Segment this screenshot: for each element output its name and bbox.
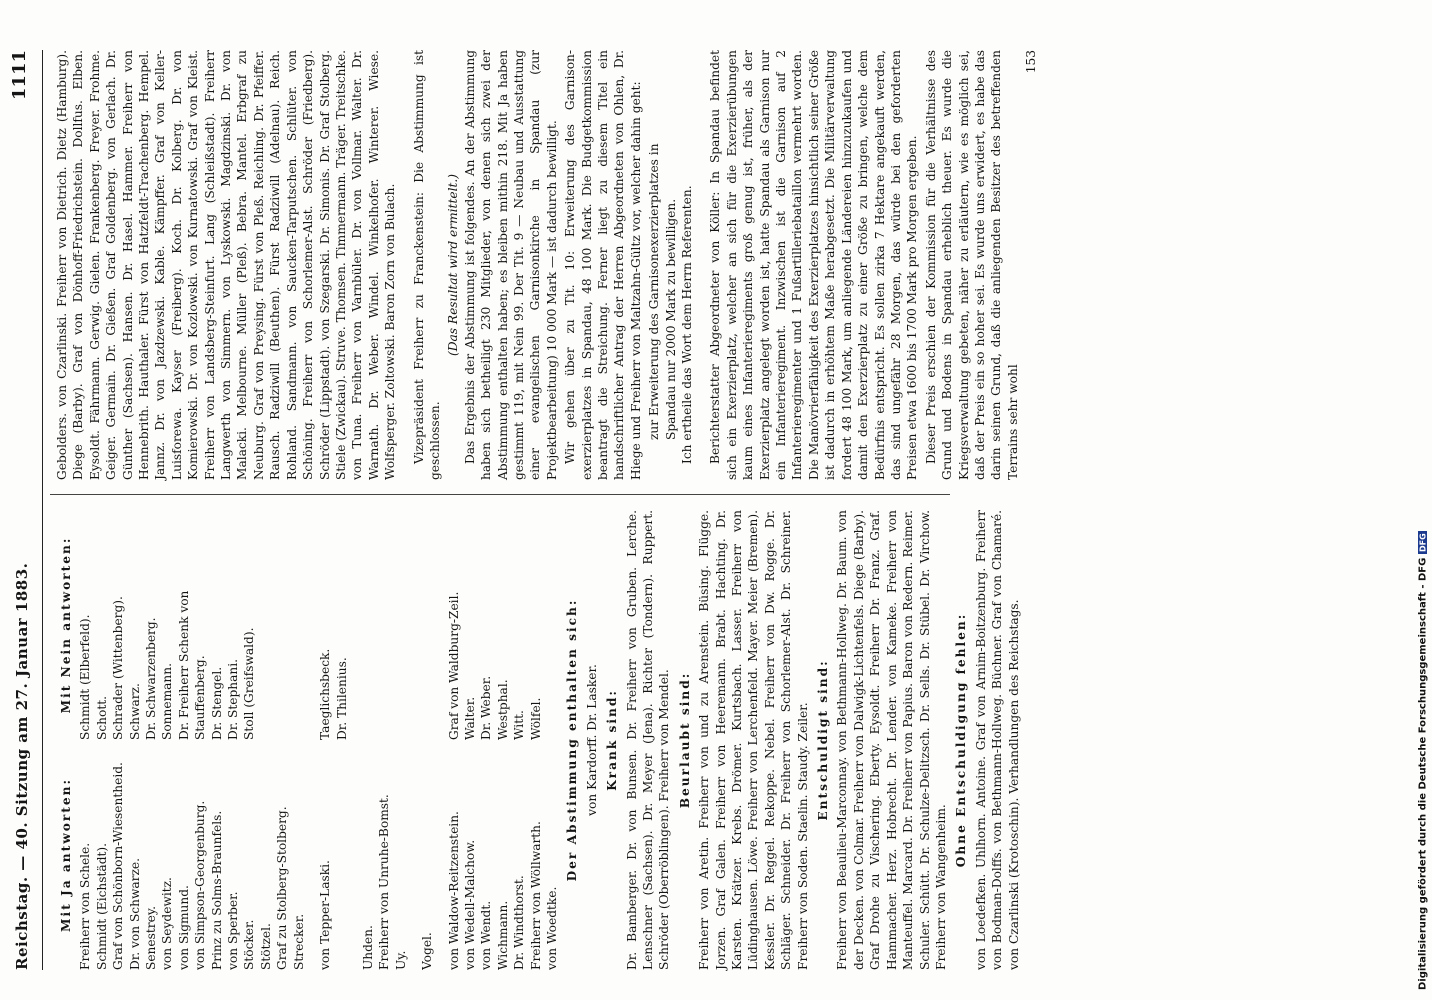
vote-row — [528, 510, 544, 970]
page-header — [10, 50, 43, 970]
sheet-number: 153 — [1024, 50, 1039, 74]
vote-row — [159, 510, 175, 970]
vote-row — [544, 510, 560, 970]
vote-row — [419, 510, 435, 970]
yes-name: von Wedell-Malchow. — [462, 839, 477, 970]
spacer — [436, 510, 446, 970]
column-divider — [50, 494, 950, 495]
no-name: Stoll (Greifswald). — [242, 627, 257, 740]
yes-name: Senestrey. — [144, 906, 159, 970]
leave-list: Freiherr von Aretin. Freiherr von und zu Arenstein. Büsing. Flügge. Jorzen. Graf Galen. Freiherr von Heeremann. Brabt. Hachting. Dr. Karsten. Krätzer. Krebs. Drömer. Kurtsbach. Lasser. Freiherr von Lüdinghausen. Löwe. Freiherr von Lerchenfeld. Mayer. Meier (Bremen). Kessler. Dr. Reggel. Rekoppe. Nebel. Freiherr von Dw. Rogge. Dr. Schläger. Schneider. Dr. Freiherr von Schorlemer-Alst. Dr. Schreiner. Freiherr von Soden. Staelin. Staudy. Zeiler. — [697, 510, 810, 970]
vote-row — [241, 510, 257, 970]
dfg-logo: DFG — [1418, 533, 1428, 552]
no-name — [291, 510, 307, 740]
no-name: Dr. Thilenius. — [334, 657, 349, 740]
motion-line-2: Spandau nur 2000 Mark zu bewilligen. — [663, 198, 678, 440]
no-name: Taeglichsbeck. — [318, 648, 333, 740]
vote-row — [77, 510, 93, 970]
no-name: Schmidt (Elberfeld). — [78, 614, 93, 740]
referent-line: Ich ertheile das Wort dem Herrn Referenten. — [680, 185, 695, 464]
vote-row — [274, 510, 290, 970]
vote-row — [143, 510, 159, 970]
no-name — [258, 510, 274, 740]
vote-row — [511, 510, 527, 970]
spacer — [409, 510, 419, 970]
yes-name: Graf von Schönborn-Wiesentheid. — [111, 762, 126, 970]
sick-heading: Krank sind: — [605, 689, 620, 791]
yes-name: Dr. von Schwarze. — [127, 857, 142, 970]
no-vote-names: Gebolders. von Czarlinski. Freiherr von Dietrich. Dietz (Hamburg). Diege (Barby). Graf von Dönhoff-Friedrichstein. Dollfus. Elben. Eysoldt. Fährmann. Gerwig. Gielen. Frankenberg. Freyer. Frohme. Geiger. Germain. Dr. Gießen. Graf Goldenberg. von Gerlach. Dr. Günther (Sachsen). Hansen. Dr. Hasel. Hammer. Freiherr von Hennebrith. Hauthaler. Fürst von Hatzfeldt-Trachenberg. Hempel. Jannz. Dr. von Jazdzewski. Kable. Kämpffer. Graf von Keller-Luisforewa. Kayser (Freiberg). Koch. Dr. Kolberg. Dr. von Komierowski. Dr. von Kozlowski. von Kurnatowski. Graf von Kleist. Freiherr von Landsberg-Steinfurt. Lang (Schleißstadt). Freiherr Langwerth von Simmern. von Lyskowski. Magdzinski. Dr. von Malacki. Melbourne. Müller (Pleß). Bebra. Mantel. Erbgraf zu Neuburg. Graf von Preysing. Fürst von Pleß. Reichling. Dr. Pfeiffer. Rausch. Radziwill (Beuthen). Fürst Radziwill (Adelnau). Reich. Rohland. Sandmann. von Saucken-Tarputschen. Schlüter. von Schöning. Freiherr von Schorlemer-Alst. Schröder (Friedberg). Schröder (Lippstadt). von Szegarski. Dr. Simonis. Dr. Graf Stolberg. Stiele (Zwickau). Struve. Thomsen. Timmermann. Träger. Treitschke. von Tuna. Freiherr von Varnbüler. Dr. von Vollmar. Walter. Dr. Warnath. Dr. Weber. Windel. Winkelhofer. Winterer. Wiese. Wolfsperger. Zoltowski. Baron Zorn von Bulach. — [55, 50, 398, 480]
header-page-number: 1111 — [9, 50, 30, 101]
yes-name: Dr. Windthorst. — [512, 875, 527, 970]
vote-row — [462, 510, 478, 970]
no-name: Dr. Freiherr Schenk von — [176, 590, 191, 740]
spacer — [307, 510, 317, 970]
no-name: Dr. Schwarzenberg. — [144, 617, 159, 740]
yes-name: Freiherr von Wöllwarth. — [528, 821, 543, 970]
motion-line-1: zur Erweiterung des Garnisonexerzierplatzes in — [647, 143, 662, 440]
no-name: Witt. — [512, 710, 527, 740]
vote-row — [291, 510, 307, 970]
yes-name: Vogel. — [420, 932, 435, 970]
result-pending-note: (Das Resultat wird ermittelt.) — [446, 174, 461, 357]
vote-row — [110, 510, 126, 970]
yes-name: Stöcker. — [242, 919, 257, 970]
no-excuse-list: von Loedefken. Uhlhorn. Antoine. Graf von Arnim-Boitzenburg. Freiherr von Bodman-Dolffs. von Bethmann-Hollweg. Büchner. Graf von Chamaré. von Czarlinski (Krotoschin). Verhandlungen des Reichstags. — [973, 510, 1021, 970]
title-10-paragraph: Wir gehen über zu Tit. 10: Erweiterung des Garnison-exerzierplatzes in Spandau, 48 100 Mark. Die Budgetkommission beantragt die Streichung. Ferner liegt zu diesem Titel ein handschriftlicher Antrag der Herren Abgeordneten von Ohlen, Dr. Hiege und Freiherr von Maltzahn-Gültz vor, welcher dahin geht: — [563, 50, 643, 480]
sick-list: Dr. Bamberger. Dr. von Bunsen. Dr. Freiherr von Gruben. Lerche. Lenschner (Sachsen). Dr. Meyer (Jena). Richter (Tondern). Ruppert. Schröder (Oberröblingen). Freiherr von Mendel. — [624, 510, 672, 970]
yes-name — [334, 740, 350, 970]
yes-name: von Simpson-Georgenburg. — [193, 800, 208, 970]
vice-president-statement: Vizepräsident Freiherr zu Franckenstein: Die Abstimmung ist geschlossen. — [411, 50, 442, 480]
vote-row — [495, 510, 511, 970]
yes-name: Prinz zu Solms-Braunfels. — [209, 810, 224, 970]
excused-list: Freiherr von Beaulieu-Marconnay. von Bethmann-Hollweg. Dr. Baum. von der Decken. von Colmar. Freiherr von Dalwigk-Lichtenfels. Diege (Barby). Graf Drohe zu Vischering. Eberty. Eysoldt. Freiherr Dr. Franz. Graf. Hammacher. Herz. Hobrecht. Dr. Lender. von Kameke. Freiherr von Manteuffel. Marcard. Dr. Freiherr von Papius. Baron von Redern. Reimer. Schuler. Schütt. Dr. Schulze-Delitzsch. Dr. Sells. Dr. Stübel. Dr. Virchow. Freiherr von Wangenheim. — [835, 510, 948, 970]
yes-name: von Wendt. — [479, 900, 494, 970]
yes-name: von Waldow-Reitzenstein. — [446, 811, 461, 970]
no-name — [419, 510, 435, 740]
header-title: Reichstag. — 40. Sitzung am 27. Januar 1883. — [13, 562, 31, 970]
no-name: Dr. Weber. — [479, 675, 494, 740]
yes-name: Schmidt (Eichstädt). — [94, 842, 109, 970]
spacer — [697, 50, 707, 480]
vote-row — [225, 510, 241, 970]
no-name: Wölfel. — [528, 697, 543, 740]
vote-row — [94, 510, 110, 970]
yes-name: von Woedtke. — [544, 886, 559, 970]
abstention-heading: Der Abstimmung enthalten sich: — [565, 598, 580, 882]
column-left — [54, 510, 1024, 970]
rotated-document-page — [10, 0, 1410, 1000]
abstention-names: von Kardorff. Dr. Lasker. — [584, 664, 599, 816]
reporter-paragraph: Berichterstatter Abgeordneter von Köller: In Spandau befindet sich ein Exerzierplatz, welcher an sich für die Exerzierübungen kaum eines Infanterieregiments groß genug ist, früher, als der Exerzierplatz angelegt worden ist, hatte Spandau als Garnison nur ein Infanterieregiment. Inzwischen ist die Garnison auf 2 Infanterieregimenter und 1 Fußartilleriebataillon vermehrt worden. Die Manövrierfähigkeit des Exerzierplatzes hinsichtlich seiner Größe ist dadurch in erhöhtem Maße herabgesetzt. Die Militärverwaltung fordert 48 100 Mark, um anliegende Ländereien hinzuzukaufen und damit den Exerzierplatz zu einer Größe zu bringen, welche dem Bedürfnis entspricht. Es sollen zirka 7 Hektare angekauft werden, das sind ungefähr 28 Morgen, das würde bei den geforderten Preisen etwa 1600 bis 1700 Mark pro Morgen ergeben. — [708, 50, 920, 480]
vote-row — [478, 510, 494, 970]
no-name: Dr. Stengel. — [209, 666, 224, 740]
no-name: Sonnemann. — [160, 663, 175, 740]
spacer — [401, 50, 411, 480]
no-name: Dr. Stephani. — [226, 658, 241, 740]
list-item: Freiherr von Unruhe-Bomst. — [377, 794, 392, 970]
no-name: Graf von Waldburg-Zeil. — [446, 591, 461, 740]
vote-row — [446, 510, 462, 970]
yes-name: Strecker. — [291, 913, 306, 970]
price-paragraph: Dieser Preis erschien der Kommission für die Verhältnisse des Grund und Bodens in Spandau erheblich theuer. Es wurde die Kriegsverwaltung gebeten, näher zu erläutern, wie es möglich sei, daß der Preis ein so hoher sei. Es wurde uns erwidert, es habe das darin seinen Grund, daß die anliegenden Besitzer des betreffenden Terrains sehr wohl — [923, 50, 1020, 480]
no-name: Walter. — [462, 696, 477, 740]
yes-name: Freiherr von Schele. — [78, 842, 93, 970]
heading-yes: Mit Ja antworten: — [59, 777, 73, 933]
leave-heading: Beurlaubt sind: — [677, 671, 692, 809]
dfg-credit-text: Digitalisierung gefördert durch die Deutsche Forschungsgemeinschaft - DFG — [1417, 557, 1429, 990]
no-name: Stauffenberg. — [193, 655, 208, 740]
yes-name: von Sigmund. — [176, 885, 191, 970]
heading-no: Mit Nein antworten: — [59, 536, 73, 714]
vote-row — [209, 510, 225, 970]
vote-row — [127, 510, 143, 970]
list-item: Uy. — [393, 950, 408, 970]
no-name: Schott. — [94, 695, 109, 740]
list-item: Uhden. — [360, 925, 375, 970]
yes-name: Wichmann. — [495, 900, 510, 970]
vote-row — [317, 510, 333, 970]
vote-row — [334, 510, 350, 970]
vote-row — [192, 510, 208, 970]
no-name: Schwarz. — [127, 683, 142, 740]
yes-name: Graf zu Stolberg-Stolberg. — [275, 806, 290, 970]
column-right — [54, 50, 1040, 480]
yes-name: von Seydewitz. — [160, 877, 175, 970]
yes-name: Stötzel. — [258, 923, 273, 970]
no-name — [544, 510, 560, 740]
yes-name: von Sperber. — [226, 891, 241, 970]
no-excuse-heading: Ohne Entschuldigung fehlen: — [954, 612, 969, 868]
excused-heading: Entschuldigt sind: — [816, 659, 831, 821]
no-name — [274, 510, 290, 740]
vote-row — [176, 510, 192, 970]
vote-heading-row — [54, 510, 77, 970]
no-name: Westphal. — [495, 679, 510, 740]
spacer — [350, 510, 360, 970]
vote-result-paragraph: Das Ergebnis der Abstimmung ist folgendes. An der Abstimmung haben sich betheiligt 230 Mitglieder, von denen sich zwei der Abstimmung enthalten haben; es bleiben mithin 218. Mit Ja haben gestimmt 119, mit Nein 99. Der Tit. 9 — Neubau und Ausstattung einer evangelischen Garnisonkirche in Spandau (zur Projektbearbeitung) 10 000 Mark — ist dadurch bewilligt. — [462, 50, 559, 480]
vote-row — [258, 510, 274, 970]
no-name: Schrader (Wittenberg). — [111, 596, 126, 740]
dfg-credit — [1416, 10, 1430, 990]
yes-name: von Tepper-Laski. — [318, 860, 333, 970]
